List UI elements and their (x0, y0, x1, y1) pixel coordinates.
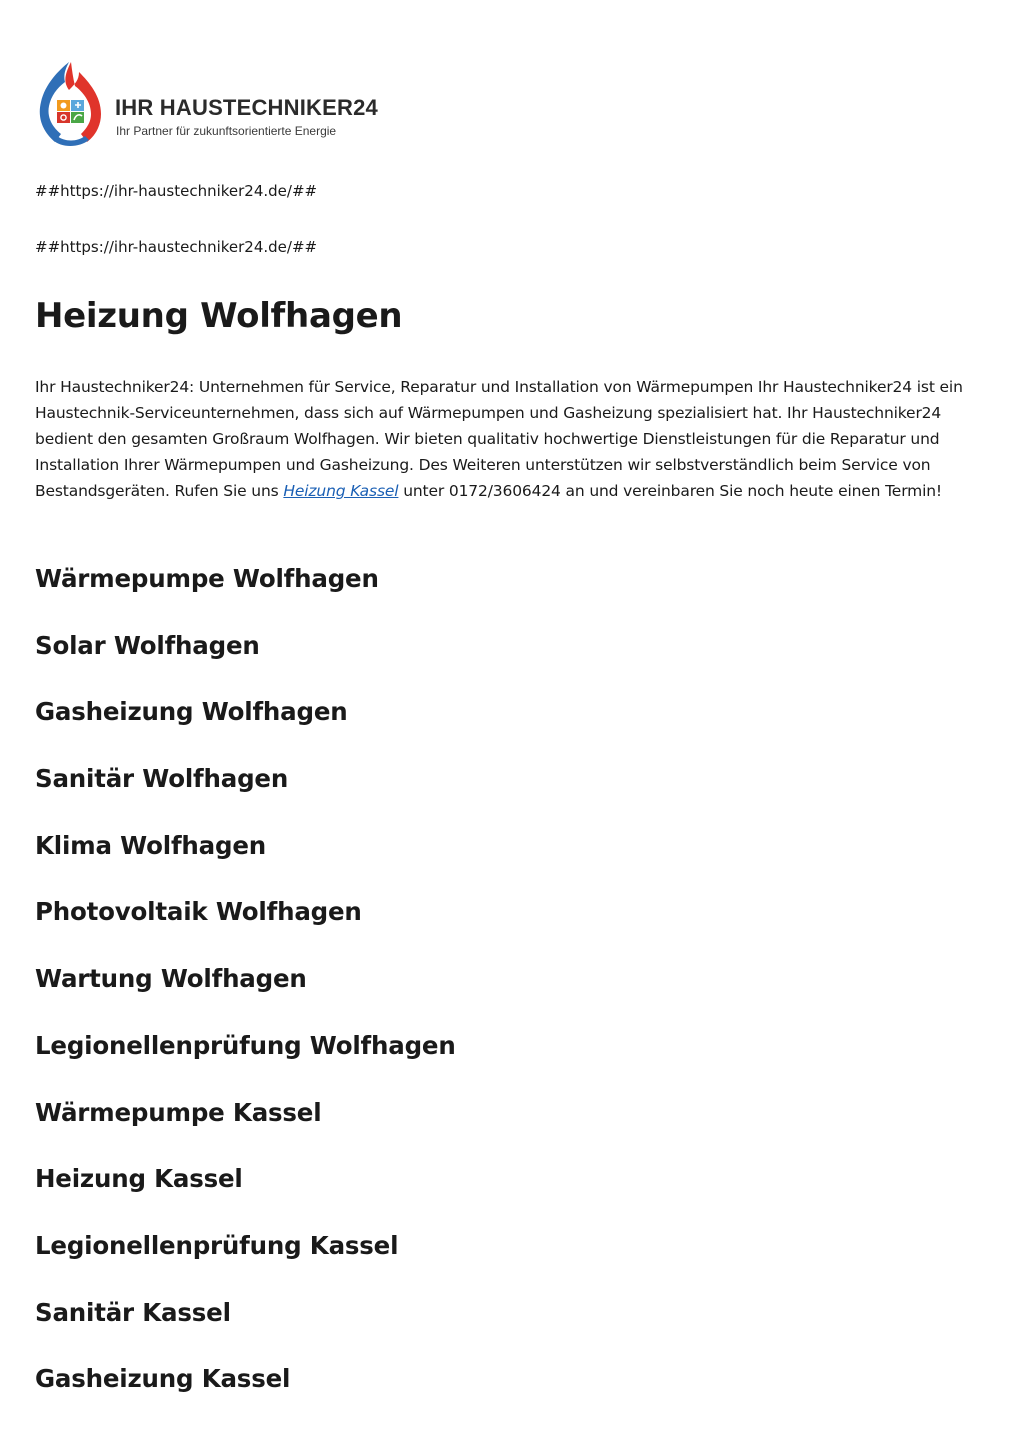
section-heading: Gasheizung Kassel (35, 1364, 291, 1394)
page-title: Heizung Wolfhagen (35, 296, 403, 336)
section-item (35, 1096, 456, 1163)
section-item (35, 1362, 456, 1429)
section-heading: Sanitär Wolfhagen (35, 764, 289, 794)
heizung-kassel-link[interactable]: Heizung Kassel (283, 482, 399, 500)
section-heading: Solar Wolfhagen (35, 630, 260, 660)
section-heading: Wärmepumpe Wolfhagen (35, 564, 379, 593)
section-heading: Legionellenprüfung Kassel (35, 1230, 399, 1260)
section-item (35, 695, 456, 762)
section-heading: Legionellenprüfung Wolfhagen (35, 1030, 456, 1060)
intro-text-start: Ihr Haustechniker24: Unternehmen für Service, Reparatur und Installation von Wärmepumpen Ihr Haustechniker24 ist ein Haustechnik-Serviceunternehmen, dass sich auf Wärmepumpen und Gasheizung spezialisiert hat. Ihr Haustechniker24 bedient den gesamten Großraum Wolfhagen. Wir bieten qualitativ hochwertige Dienstleistungen für die Reparatur und Installation Ihrer Wärmepumpen und Gasheizung. Des Weiteren unterstützen wir selbstverständlich beim Service von Bestandsgeräten. Rufen Sie uns (35, 378, 963, 500)
section-heading: Gasheizung Wolfhagen (35, 697, 348, 727)
url-line-2: ##https://ihr-haustechniker24.de/## (35, 238, 318, 256)
section-heading: Heizung Kassel (35, 1164, 243, 1194)
section-item (35, 962, 456, 1029)
section-heading: Wartung Wolfhagen (35, 964, 307, 994)
brand-name: IHR HAUSTECHNIKER24 (115, 95, 378, 120)
section-item (35, 1296, 456, 1363)
flame-house-logo-icon (35, 60, 105, 152)
section-heading: Klima Wolfhagen (35, 830, 266, 860)
section-heading-list (35, 562, 456, 1429)
section-item (35, 629, 456, 696)
section-item (35, 562, 456, 629)
url-line-1: ##https://ihr-haustechniker24.de/## (35, 182, 318, 200)
section-item (35, 762, 456, 829)
company-logo[interactable] (35, 60, 385, 152)
section-item (35, 1029, 456, 1096)
section-item (35, 1162, 456, 1229)
section-heading: Photovoltaik Wolfhagen (35, 897, 362, 927)
section-item (35, 1229, 456, 1296)
section-heading: Wärmepumpe Kassel (35, 1097, 322, 1127)
intro-paragraph (35, 374, 990, 504)
brand-tagline: Ihr Partner für zukunftsorientierte Energie (116, 124, 337, 138)
intro-text-end: unter 0172/3606424 an und vereinbaren Sie noch heute einen Termin! (398, 482, 942, 500)
section-item (35, 895, 456, 962)
section-heading: Sanitär Kassel (35, 1297, 231, 1327)
section-item (35, 829, 456, 896)
